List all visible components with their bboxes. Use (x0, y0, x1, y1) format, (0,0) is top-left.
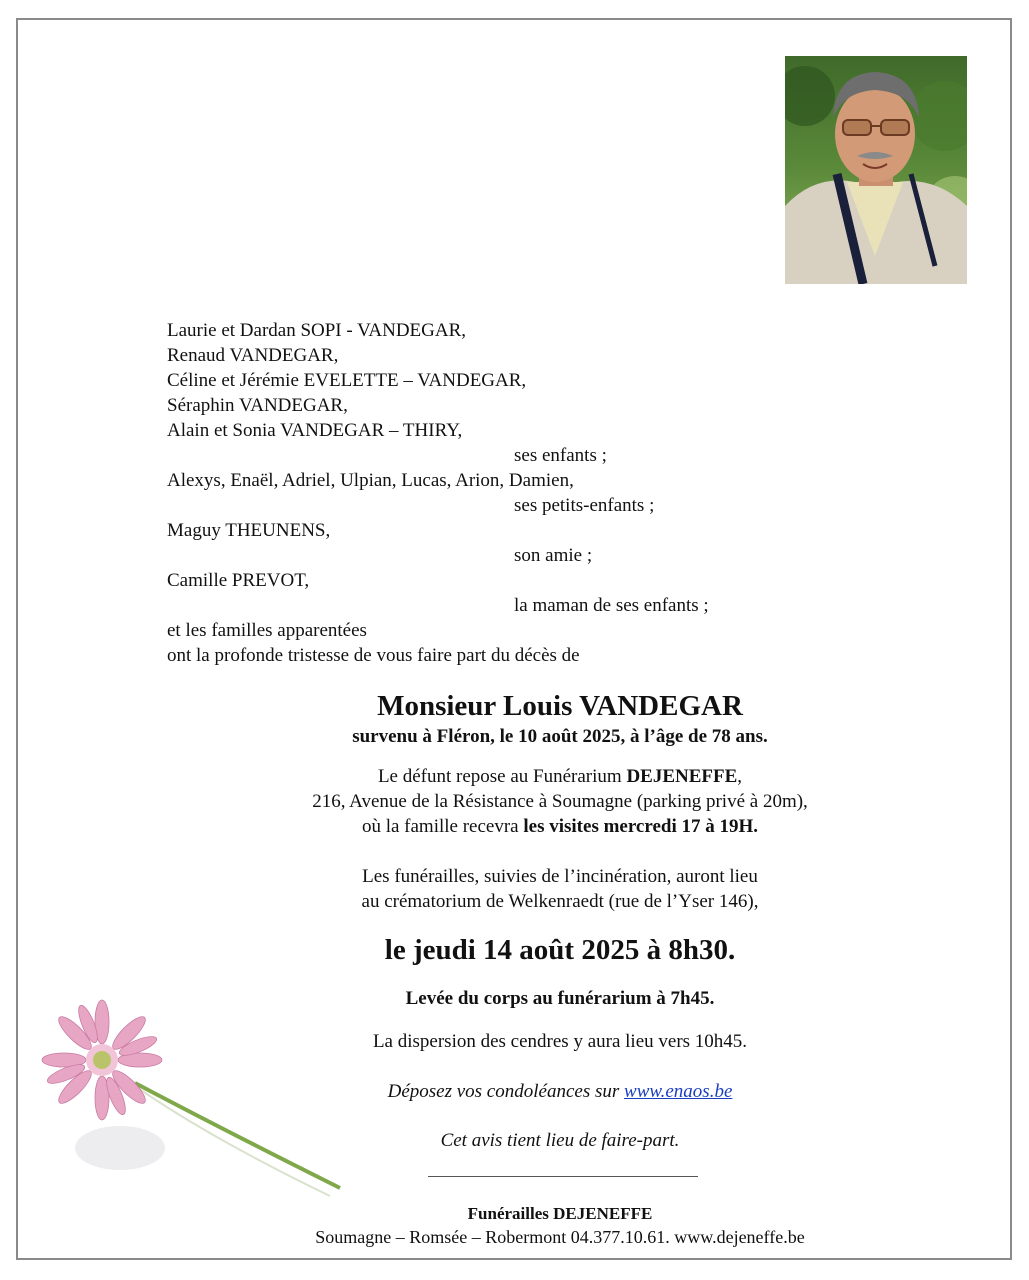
visits-time: les visites mercredi 17 à 19H. (523, 816, 759, 837)
deceased-details: survenu à Fléron, le 10 août 2025, à l’âge de 78 ans. (352, 726, 768, 747)
resting-line-1 (260, 764, 860, 789)
family-line: Séraphin VANDEGAR, (167, 395, 348, 416)
funerarium-name: DEJENEFFE (626, 766, 738, 787)
family-line: Maguy THEUNENS, (167, 520, 331, 541)
relation-label: la maman de ses enfants ; (514, 595, 709, 616)
family-line: Alain et Sonia VANDEGAR – THIRY, (167, 420, 463, 441)
footer-company: Funérailles DEJENEFFE (467, 1204, 653, 1223)
resting-line-3 (260, 814, 860, 839)
condolences-link[interactable]: www.enaos.be (624, 1081, 733, 1102)
funeral-line-2: au crématorium de Welkenraedt (rue de l’Yser 146), (361, 891, 759, 912)
divider (428, 1176, 698, 1177)
faire-part-note: Cet avis tient lieu de faire-part. (440, 1130, 680, 1151)
dispersion-text: La dispersion des cendres y aura lieu vers 10h45. (372, 1031, 748, 1052)
deceased-name: Monsieur Louis VANDEGAR (377, 690, 743, 722)
family-line: Renaud VANDEGAR, (167, 345, 339, 366)
family-line: Camille PREVOT, (167, 570, 310, 591)
funeral-block (260, 864, 860, 914)
resting-text: Le défunt repose au Funérarium (377, 766, 627, 787)
family-line: Céline et Jérémie EVELETTE – VANDEGAR, (167, 370, 527, 391)
funeral-line-1: Les funérailles, suivies de l’incinération, auront lieu (362, 866, 758, 887)
resting-line-2: 216, Avenue de la Résistance à Soumagne (parking privé à 20m), (312, 791, 808, 812)
flower-illustration (40, 998, 360, 1208)
deceased-block (260, 688, 860, 749)
funeral-date: le jeudi 14 août 2025 à 8h30. (384, 934, 736, 966)
family-line: ont la profonde tristesse de vous faire part du décès de (167, 645, 580, 666)
levee-du-corps: Levée du corps au funérarium à 7h45. (405, 988, 715, 1009)
relation-label: ses petits-enfants ; (514, 495, 655, 516)
family-line: et les familles apparentées (167, 620, 367, 641)
footer-contact: Soumagne – Romsée – Robermont 04.377.10.61. www.dejeneffe.be (315, 1227, 805, 1247)
portrait-photo (785, 56, 967, 284)
relation-label: son amie ; (514, 545, 593, 566)
family-line: Laurie et Dardan SOPI - VANDEGAR, (167, 320, 467, 341)
visits-text: où la famille recevra (361, 816, 524, 837)
resting-place-block (260, 764, 860, 839)
family-line: Alexys, Enaël, Adriel, Ulpian, Lucas, Arion, Damien, (167, 470, 574, 491)
family-list (167, 318, 767, 668)
relation-label: ses enfants ; (514, 445, 607, 466)
resting-punct: , (737, 766, 743, 787)
condolences-text: Déposez vos condoléances sur (387, 1081, 625, 1102)
